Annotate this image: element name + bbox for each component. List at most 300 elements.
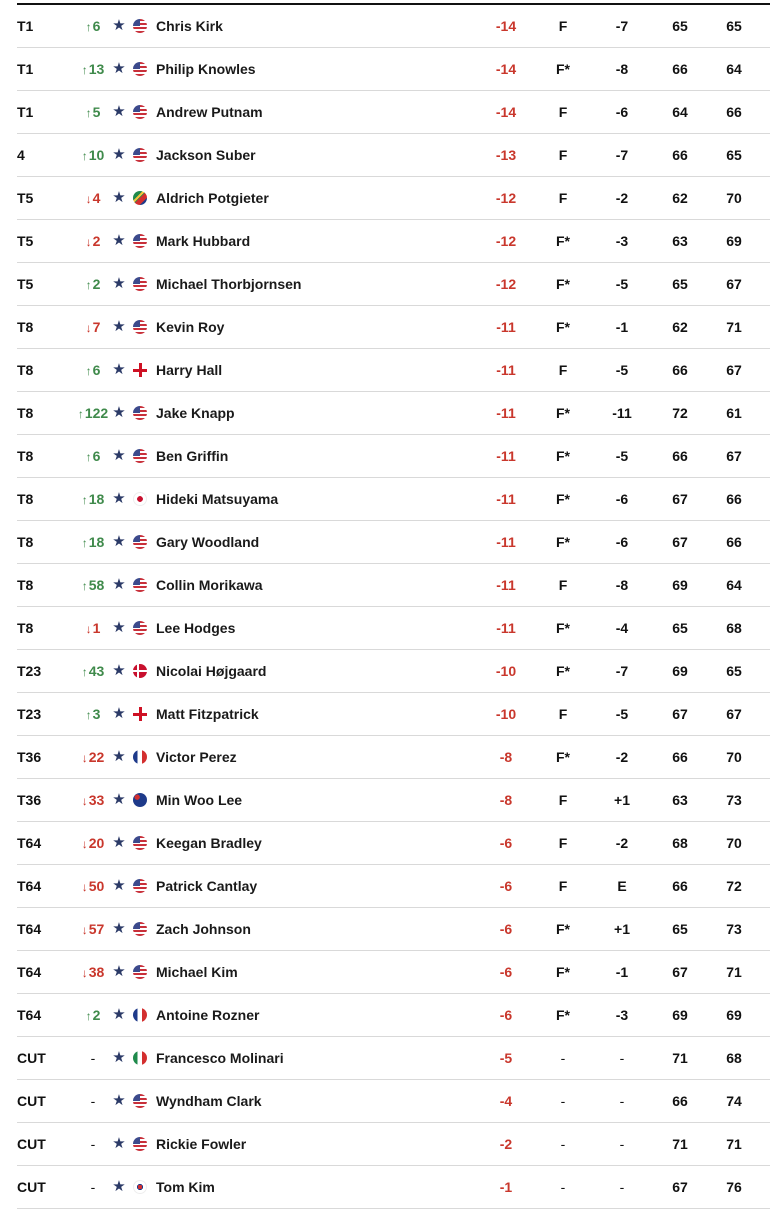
- round-2-score: 71: [726, 319, 742, 335]
- leaderboard-row[interactable]: [17, 478, 770, 521]
- total-score: -14: [495, 104, 517, 120]
- player-name[interactable]: Michael Thorbjornsen: [156, 276, 302, 292]
- leaderboard-table: [0, 5, 770, 1209]
- round-1-score: 66: [672, 878, 688, 894]
- fr-flag-icon: [133, 750, 147, 764]
- star-icon[interactable]: ★: [112, 576, 126, 593]
- arrow-up-icon: ↑: [81, 493, 88, 507]
- arrow-down-icon: ↓: [81, 966, 88, 980]
- total-score: -10: [495, 663, 517, 679]
- player-name[interactable]: Philip Knowles: [156, 61, 256, 77]
- player-name[interactable]: Andrew Putnam: [156, 104, 263, 120]
- us-flag-icon: [133, 105, 147, 119]
- eng-flag-icon: [133, 707, 147, 721]
- total-score: -14: [495, 61, 517, 77]
- leaderboard-row[interactable]: [17, 650, 770, 693]
- round-1-score: 66: [672, 1093, 688, 1109]
- leaderboard-row[interactable]: [17, 306, 770, 349]
- round-1-score: 69: [672, 577, 688, 593]
- round-1-score: 66: [672, 147, 688, 163]
- position-movement: [69, 1037, 117, 1079]
- movement-value: 7: [92, 319, 101, 335]
- position: T5: [17, 190, 34, 206]
- arrow-down-icon: ↓: [81, 794, 88, 808]
- thru: -: [560, 1179, 566, 1195]
- position-movement: [69, 177, 117, 219]
- position-movement: [69, 306, 117, 348]
- round-1-score: 63: [672, 792, 688, 808]
- movement-value: -: [90, 1050, 96, 1066]
- star-icon[interactable]: ★: [112, 1092, 126, 1109]
- total-score: -11: [496, 362, 516, 378]
- star-icon[interactable]: ★: [112, 318, 126, 335]
- today-score: -1: [615, 319, 629, 335]
- star-icon[interactable]: ★: [112, 920, 126, 937]
- round-1-score: 63: [672, 233, 688, 249]
- total-score: -6: [499, 878, 513, 894]
- position-movement: [69, 736, 117, 778]
- movement-value: 3: [92, 706, 101, 722]
- player-name[interactable]: Min Woo Lee: [156, 792, 243, 808]
- round-1-score: 67: [672, 1179, 688, 1195]
- movement-value: 57: [88, 921, 105, 937]
- arrow-down-icon: ↓: [81, 880, 88, 894]
- us-flag-icon: [133, 234, 147, 248]
- position-movement: [69, 263, 117, 305]
- movement-value: 6: [92, 18, 101, 34]
- position: T8: [17, 491, 34, 507]
- round-2-score: 67: [726, 276, 742, 292]
- total-score: -12: [495, 233, 517, 249]
- round-1-score: 66: [672, 749, 688, 765]
- round-2-score: 66: [726, 534, 742, 550]
- today-score: -3: [615, 233, 629, 249]
- round-1-score: 66: [672, 61, 688, 77]
- round-1-score: 65: [672, 276, 688, 292]
- arrow-up-icon: ↑: [85, 450, 92, 464]
- position: T64: [17, 921, 42, 937]
- total-score: -14: [495, 18, 517, 34]
- today-score: -: [619, 1050, 625, 1066]
- thru: F*: [556, 534, 570, 550]
- leaderboard-row[interactable]: [17, 263, 770, 306]
- movement-value: 50: [88, 878, 105, 894]
- movement-value: 2: [92, 276, 101, 292]
- round-2-score: 68: [726, 620, 742, 636]
- leaderboard-row[interactable]: [17, 48, 770, 91]
- position-movement: [69, 951, 117, 993]
- position-movement: [69, 1123, 117, 1165]
- movement-value: -: [90, 1093, 96, 1109]
- star-icon[interactable]: ★: [112, 189, 126, 206]
- star-icon[interactable]: ★: [112, 490, 126, 507]
- total-score: -13: [495, 147, 517, 163]
- movement-value: 13: [88, 61, 105, 77]
- arrow-up-icon: ↑: [77, 407, 84, 421]
- movement-value: 10: [88, 147, 105, 163]
- position: T8: [17, 620, 34, 636]
- us-flag-icon: [133, 62, 147, 76]
- player-name[interactable]: Lee Hodges: [156, 620, 236, 636]
- star-icon[interactable]: ★: [112, 662, 126, 679]
- total-score: -11: [496, 491, 516, 507]
- leaderboard-row[interactable]: [17, 994, 770, 1037]
- position: T36: [17, 792, 42, 808]
- round-2-score: 71: [726, 964, 742, 980]
- today-score: -: [619, 1136, 625, 1152]
- arrow-up-icon: ↑: [85, 1009, 92, 1023]
- round-2-score: 69: [726, 233, 742, 249]
- movement-value: 22: [88, 749, 105, 765]
- position-movement: [69, 1166, 117, 1208]
- today-score: -4: [615, 620, 629, 636]
- us-flag-icon: [133, 320, 147, 334]
- star-icon[interactable]: ★: [112, 103, 126, 120]
- dk-flag-icon: [133, 664, 147, 678]
- leaderboard-row[interactable]: [17, 1123, 770, 1166]
- za-flag-icon: [133, 191, 147, 205]
- leaderboard-row[interactable]: [17, 134, 770, 177]
- thru: F*: [556, 749, 570, 765]
- player-name[interactable]: Tom Kim: [156, 1179, 215, 1195]
- movement-value: 1: [92, 620, 101, 636]
- star-icon[interactable]: ★: [112, 533, 126, 550]
- star-icon[interactable]: ★: [112, 1049, 126, 1066]
- star-icon[interactable]: ★: [112, 1006, 126, 1023]
- round-1-score: 62: [672, 319, 688, 335]
- star-icon[interactable]: ★: [112, 232, 126, 249]
- position-movement: [69, 822, 117, 864]
- leaderboard-row[interactable]: [17, 822, 770, 865]
- leaderboard-row[interactable]: [17, 392, 770, 435]
- star-icon[interactable]: ★: [112, 834, 126, 851]
- position-movement: [69, 5, 117, 47]
- position: T36: [17, 749, 42, 765]
- player-name[interactable]: Jake Knapp: [156, 405, 235, 421]
- thru: F: [558, 706, 568, 722]
- arrow-up-icon: ↑: [85, 106, 92, 120]
- thru: F*: [556, 491, 570, 507]
- us-flag-icon: [133, 879, 147, 893]
- player-name[interactable]: Harry Hall: [156, 362, 223, 378]
- leaderboard-row[interactable]: [17, 5, 770, 48]
- position-movement: [69, 349, 117, 391]
- today-score: -6: [615, 534, 629, 550]
- round-1-score: 64: [672, 104, 688, 120]
- leaderboard-row[interactable]: [17, 220, 770, 263]
- total-score: -11: [496, 319, 516, 335]
- total-score: -6: [499, 921, 513, 937]
- position: T23: [17, 706, 42, 722]
- star-icon[interactable]: ★: [112, 146, 126, 163]
- player-name[interactable]: Zach Johnson: [156, 921, 251, 937]
- position-movement: [69, 650, 117, 692]
- us-flag-icon: [133, 449, 147, 463]
- arrow-up-icon: ↑: [81, 536, 88, 550]
- position: T23: [17, 663, 42, 679]
- round-1-score: 67: [672, 491, 688, 507]
- leaderboard-row[interactable]: [17, 564, 770, 607]
- today-score: -5: [615, 448, 629, 464]
- round-2-score: 66: [726, 104, 742, 120]
- star-icon[interactable]: ★: [112, 748, 126, 765]
- round-1-score: 71: [672, 1136, 688, 1152]
- position: CUT: [17, 1179, 46, 1195]
- round-2-score: 70: [726, 190, 742, 206]
- star-icon[interactable]: ★: [112, 17, 126, 34]
- today-score: -2: [615, 190, 629, 206]
- arrow-down-icon: ↓: [85, 321, 92, 335]
- us-flag-icon: [133, 578, 147, 592]
- movement-value: 6: [92, 362, 101, 378]
- total-score: -11: [496, 534, 516, 550]
- round-1-score: 66: [672, 448, 688, 464]
- arrow-down-icon: ↓: [81, 751, 88, 765]
- arrow-up-icon: ↑: [85, 708, 92, 722]
- position-movement: [69, 607, 117, 649]
- player-name[interactable]: Wyndham Clark: [156, 1093, 262, 1109]
- thru: F: [558, 190, 568, 206]
- today-score: -11: [612, 405, 632, 421]
- position-movement: [69, 220, 117, 262]
- round-2-score: 67: [726, 706, 742, 722]
- today-score: +1: [614, 792, 630, 808]
- leaderboard-row[interactable]: [17, 521, 770, 564]
- leaderboard-row[interactable]: [17, 865, 770, 908]
- player-name[interactable]: Gary Woodland: [156, 534, 260, 550]
- movement-value: 33: [88, 792, 105, 808]
- position-movement: [69, 134, 117, 176]
- star-icon[interactable]: ★: [112, 275, 126, 292]
- round-2-score: 64: [726, 61, 742, 77]
- player-name[interactable]: Nicolai Højgaard: [156, 663, 267, 679]
- round-1-score: 69: [672, 663, 688, 679]
- thru: F*: [556, 1007, 570, 1023]
- round-1-score: 66: [672, 362, 688, 378]
- today-score: -5: [615, 276, 629, 292]
- leaderboard-row[interactable]: [17, 951, 770, 994]
- star-icon[interactable]: ★: [112, 963, 126, 980]
- total-score: -10: [495, 706, 517, 722]
- arrow-up-icon: ↑: [85, 278, 92, 292]
- total-score: -8: [499, 792, 513, 808]
- player-name[interactable]: Jackson Suber: [156, 147, 256, 163]
- movement-value: 20: [88, 835, 105, 851]
- player-name[interactable]: Hideki Matsuyama: [156, 491, 279, 507]
- position-movement: [69, 564, 117, 606]
- player-name[interactable]: Patrick Cantlay: [156, 878, 258, 894]
- round-2-score: 65: [726, 663, 742, 679]
- leaderboard-row[interactable]: [17, 908, 770, 951]
- thru: F: [558, 577, 568, 593]
- arrow-up-icon: ↑: [81, 665, 88, 679]
- movement-value: 18: [88, 534, 105, 550]
- today-score: -6: [615, 104, 629, 120]
- leaderboard-row[interactable]: [17, 693, 770, 736]
- round-2-score: 71: [726, 1136, 742, 1152]
- total-score: -8: [499, 749, 513, 765]
- star-icon[interactable]: ★: [112, 791, 126, 808]
- today-score: -2: [615, 835, 629, 851]
- position: T5: [17, 276, 34, 292]
- movement-value: 43: [88, 663, 105, 679]
- star-icon[interactable]: ★: [112, 60, 126, 77]
- today-score: -7: [615, 663, 629, 679]
- movement-value: -: [90, 1136, 96, 1152]
- player-name[interactable]: Antoine Rozner: [156, 1007, 260, 1023]
- position: T64: [17, 964, 42, 980]
- thru: F*: [556, 921, 570, 937]
- movement-value: 18: [88, 491, 105, 507]
- today-score: +1: [614, 921, 630, 937]
- thru: F*: [556, 61, 570, 77]
- leaderboard-row[interactable]: [17, 177, 770, 220]
- position: T8: [17, 577, 34, 593]
- player-name[interactable]: Francesco Molinari: [156, 1050, 284, 1066]
- today-score: -7: [615, 147, 629, 163]
- position: T1: [17, 61, 34, 77]
- round-2-score: 73: [726, 792, 742, 808]
- us-flag-icon: [133, 148, 147, 162]
- position-movement: [69, 1080, 117, 1122]
- position: 4: [17, 147, 25, 163]
- total-score: -5: [499, 1050, 513, 1066]
- player-name[interactable]: Collin Morikawa: [156, 577, 263, 593]
- leaderboard-row[interactable]: [17, 91, 770, 134]
- position-movement: [69, 392, 117, 434]
- thru: -: [560, 1093, 566, 1109]
- star-icon[interactable]: ★: [112, 619, 126, 636]
- position-movement: [69, 865, 117, 907]
- star-icon[interactable]: ★: [112, 447, 126, 464]
- thru: F: [558, 147, 568, 163]
- round-2-score: 70: [726, 749, 742, 765]
- leaderboard-row[interactable]: [17, 1080, 770, 1123]
- leaderboard-row[interactable]: [17, 607, 770, 650]
- today-score: -5: [615, 706, 629, 722]
- leaderboard-row[interactable]: [17, 1166, 770, 1209]
- leaderboard-row[interactable]: [17, 435, 770, 478]
- movement-value: 6: [92, 448, 101, 464]
- movement-value: 5: [92, 104, 101, 120]
- today-score: -: [619, 1093, 625, 1109]
- thru: F*: [556, 319, 570, 335]
- player-name[interactable]: Ben Griffin: [156, 448, 229, 464]
- total-score: -11: [496, 620, 516, 636]
- round-2-score: 67: [726, 448, 742, 464]
- us-flag-icon: [133, 922, 147, 936]
- position: T5: [17, 233, 34, 249]
- thru: F: [558, 878, 568, 894]
- player-name[interactable]: Rickie Fowler: [156, 1136, 247, 1152]
- thru: F*: [556, 448, 570, 464]
- position: T8: [17, 534, 34, 550]
- thru: F*: [556, 620, 570, 636]
- leaderboard-row[interactable]: [17, 1037, 770, 1080]
- star-icon[interactable]: ★: [112, 1178, 126, 1195]
- thru: F*: [556, 663, 570, 679]
- star-icon[interactable]: ★: [112, 877, 126, 894]
- position-movement: [69, 779, 117, 821]
- position: CUT: [17, 1136, 46, 1152]
- player-name[interactable]: Mark Hubbard: [156, 233, 251, 249]
- position-movement: [69, 693, 117, 735]
- arrow-down-icon: ↓: [85, 192, 92, 206]
- round-1-score: 67: [672, 964, 688, 980]
- movement-value: 38: [88, 964, 105, 980]
- player-name[interactable]: Kevin Roy: [156, 319, 225, 335]
- star-icon[interactable]: ★: [112, 361, 126, 378]
- round-2-score: 74: [726, 1093, 742, 1109]
- player-name[interactable]: Keegan Bradley: [156, 835, 262, 851]
- kr-flag-icon: [133, 1180, 147, 1194]
- movement-value: 2: [92, 1007, 101, 1023]
- total-score: -2: [499, 1136, 513, 1152]
- arrow-up-icon: ↑: [81, 149, 88, 163]
- player-name[interactable]: Michael Kim: [156, 964, 238, 980]
- thru: F: [558, 104, 568, 120]
- position: T8: [17, 448, 34, 464]
- thru: F: [558, 18, 568, 34]
- position: CUT: [17, 1050, 46, 1066]
- today-score: -8: [615, 577, 629, 593]
- leaderboard-row[interactable]: [17, 349, 770, 392]
- arrow-up-icon: ↑: [85, 20, 92, 34]
- position-movement: [69, 91, 117, 133]
- position: T64: [17, 835, 42, 851]
- total-score: -6: [499, 964, 513, 980]
- player-name[interactable]: Chris Kirk: [156, 18, 223, 34]
- leaderboard-row[interactable]: [17, 736, 770, 779]
- thru: -: [560, 1050, 566, 1066]
- star-icon[interactable]: ★: [112, 404, 126, 421]
- position-movement: [69, 48, 117, 90]
- star-icon[interactable]: ★: [112, 705, 126, 722]
- position-movement: [69, 435, 117, 477]
- player-name[interactable]: Matt Fitzpatrick: [156, 706, 259, 722]
- round-2-score: 70: [726, 835, 742, 851]
- star-icon[interactable]: ★: [112, 1135, 126, 1152]
- movement-value: 4: [92, 190, 101, 206]
- total-score: -12: [495, 190, 517, 206]
- today-score: -6: [615, 491, 629, 507]
- player-name[interactable]: Aldrich Potgieter: [156, 190, 269, 206]
- today-score: -: [619, 1179, 625, 1195]
- us-flag-icon: [133, 535, 147, 549]
- position: T8: [17, 405, 34, 421]
- round-2-score: 66: [726, 491, 742, 507]
- us-flag-icon: [133, 836, 147, 850]
- round-2-score: 68: [726, 1050, 742, 1066]
- today-score: -8: [615, 61, 629, 77]
- today-score: -5: [615, 362, 629, 378]
- thru: F*: [556, 964, 570, 980]
- round-2-score: 67: [726, 362, 742, 378]
- leaderboard-row[interactable]: [17, 779, 770, 822]
- position-movement: [69, 521, 117, 563]
- arrow-down-icon: ↓: [85, 622, 92, 636]
- player-name[interactable]: Victor Perez: [156, 749, 237, 765]
- movement-value: 58: [88, 577, 105, 593]
- position: T1: [17, 104, 34, 120]
- jp-flag-icon: [133, 492, 147, 506]
- today-score: -2: [615, 749, 629, 765]
- position-movement: [69, 994, 117, 1036]
- total-score: -4: [499, 1093, 513, 1109]
- total-score: -11: [496, 448, 516, 464]
- arrow-up-icon: ↑: [81, 579, 88, 593]
- eng-flag-icon: [133, 363, 147, 377]
